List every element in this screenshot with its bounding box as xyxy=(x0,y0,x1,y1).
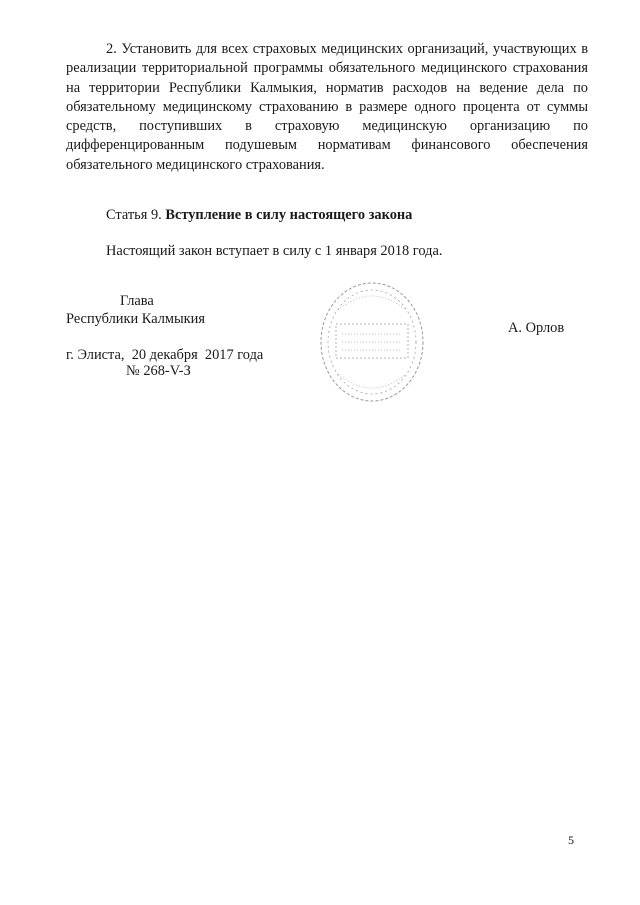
place-and-date: г. Элиста, 20 декабря 2017 года xyxy=(66,347,264,363)
signatory-name: А. Орлов xyxy=(508,320,565,336)
article-number: Статья 9. xyxy=(106,207,162,223)
page-number: 5 xyxy=(568,833,574,847)
body-paragraph: 2. Установить для всех страховых медицинских организаций, участвующих в реализации территориальной программы обязательного медицинского страхования на территории Республики Калмыкия, норматив расходов на ведение дела по обязательному медицинскому страхованию в размере одного процента от суммы средств, поступивших в страховую медицинскую организацию по дифференцированным подушевым нормативам финансового обеспечения обязательного медицинского страхования. xyxy=(66,41,588,173)
signatory-title-line2: Республики Калмыкия xyxy=(66,311,205,327)
effective-date-text: Настоящий закон вступает в силу с 1 января 2018 года. xyxy=(106,243,443,259)
article-heading xyxy=(106,207,412,224)
law-number: № 268-V-З xyxy=(126,363,191,379)
stamp-center-box xyxy=(336,324,408,358)
article-title: Вступление в силу настоящего закона xyxy=(165,207,413,223)
signatory-title-line1: Глава xyxy=(120,293,154,309)
official-stamp xyxy=(318,280,426,405)
